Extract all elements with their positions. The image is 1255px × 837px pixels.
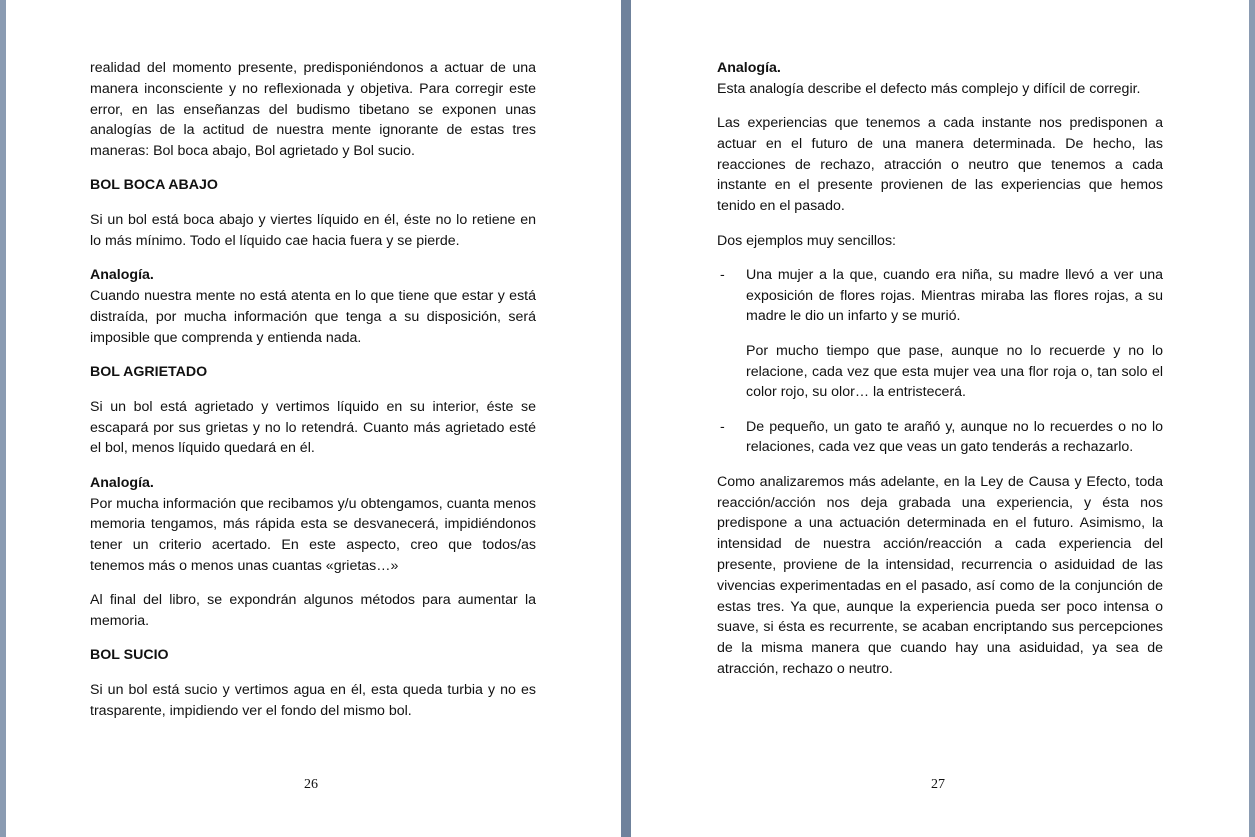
page-gutter bbox=[621, 0, 631, 837]
analogia-label: Analogía. bbox=[90, 267, 154, 284]
paragraph-analogia-sucio: Esta analogía describe el defecto más complejo y difícil de corregir. bbox=[717, 80, 1141, 97]
bullet-dash: - bbox=[720, 266, 725, 283]
analogia-label: Analogía. bbox=[90, 474, 154, 491]
list-item-text: De pequeño, un gato te arañó y, aunque no lo recuerdes o no lo relaciones, cada vez que veas un gato tenderás a rechazarlo. bbox=[746, 418, 1163, 456]
page-26-text bbox=[90, 58, 536, 735]
paragraph-experiencias: Las experiencias que tenemos a cada instante nos predisponen a actuar en el futuro de una manera determinada. De hecho, las reacciones de rechazo, atracción o neutro que tenemos a cada instante en el presente provienen de las experiencias que hemos tenido en el pasado. bbox=[717, 115, 1163, 215]
list-item-text: Una mujer a la que, cuando era niña, su madre llevó a ver una exposición de flores rojas. Mientras miraba las flores rojas, a su madre le dio un infarto y se murió. bbox=[746, 266, 1163, 325]
heading-bol-agrietado: BOL AGRIETADO bbox=[90, 364, 208, 381]
paragraph-conclusion: Como analizaremos más adelante, en la Ley de Causa y Efecto, toda reacción/acción nos deja grabada una experiencia, y ésta nos predispone a una actuación determinada en el futuro. Asimismo, la intensidad de nuestra acción/reacción a cada experiencia del presente, proviene de la intensidad, recurrencia o asiduidad de las vivencias experimentadas en el pasado, así como de la conjunción de estas tres. Ya que, aunque la experiencia pueda ser poco intensa o suave, si ésta es recurrente, se acaban encriptando sus percepciones de la misma manera que cuando hay una asiduidad, ya sea de atracción, rechazo o neutro. bbox=[717, 473, 1163, 677]
page-27 bbox=[631, 0, 1249, 837]
analogia-label: Analogía. bbox=[717, 60, 781, 76]
paragraph-final-libro: Al final del libro, se expondrán algunos métodos para aumentar la memoria. bbox=[90, 592, 536, 630]
page-27-text bbox=[717, 58, 1163, 693]
list-item-continuation: Por mucho tiempo que pase, aunque no lo recuerde y no lo relacione, cada vez que esta mujer vea una flor roja o, tan solo el color rojo, su olor… la entristecerá. bbox=[746, 342, 1163, 401]
heading-bol-boca-abajo: BOL BOCA ABAJO bbox=[90, 177, 218, 194]
paragraph-analogia-agrietado: Por mucha información que recibamos y/u obtengamos, cuanta menos memoria tengamos, más rápida esta se desvanecerá, impidiéndonos tener un criterio acertado. En este aspecto, creo que todos/as tenemos más o menos unas cuantas «grietas…» bbox=[90, 495, 536, 574]
paragraph-intro: realidad del momento presente, predisponiéndonos a actuar de una manera inconsciente y no reflexionada y objetiva. Para corregir este error, en las enseñanzas del budismo tibetano se exponen unas analogías de la actitud de nuestra mente ignorante de estas tres maneras: Bol boca abajo, Bol agrietado y Bol sucio. bbox=[90, 60, 536, 160]
page-number: 27 bbox=[931, 777, 945, 792]
list-item bbox=[717, 417, 1163, 459]
heading-bol-sucio: BOL SUCIO bbox=[90, 647, 169, 664]
viewer-background-right bbox=[1249, 0, 1255, 837]
paragraph-sucio: Si un bol está sucio y vertimos agua en él, esta queda turbia y no es trasparente, impidiendo ver el fondo del mismo bol. bbox=[90, 682, 536, 719]
paragraph-ejemplos: Dos ejemplos muy sencillos: bbox=[717, 232, 896, 249]
bullet-dash: - bbox=[720, 418, 725, 435]
paragraph-agrietado: Si un bol está agrietado y vertimos líquido en su interior, éste se escapará por sus grietas y no lo retendrá. Cuanto más agrietado esté el bol, menos líquido quedará en él. bbox=[90, 398, 536, 457]
paragraph-analogia-boca-abajo: Cuando nuestra mente no está atenta en lo que tiene que estar y está distraída, por mucha información que tenga a su disposición, será imposible que comprenda y entienda nada. bbox=[90, 288, 536, 346]
page-26 bbox=[6, 0, 621, 837]
paragraph-boca-abajo: Si un bol está boca abajo y viertes líquido en él, éste no lo retiene en lo más mínimo. Todo el líquido cae hacia fuera y se pierde. bbox=[90, 212, 536, 250]
list-item bbox=[717, 265, 1163, 327]
page-number: 26 bbox=[304, 777, 318, 792]
